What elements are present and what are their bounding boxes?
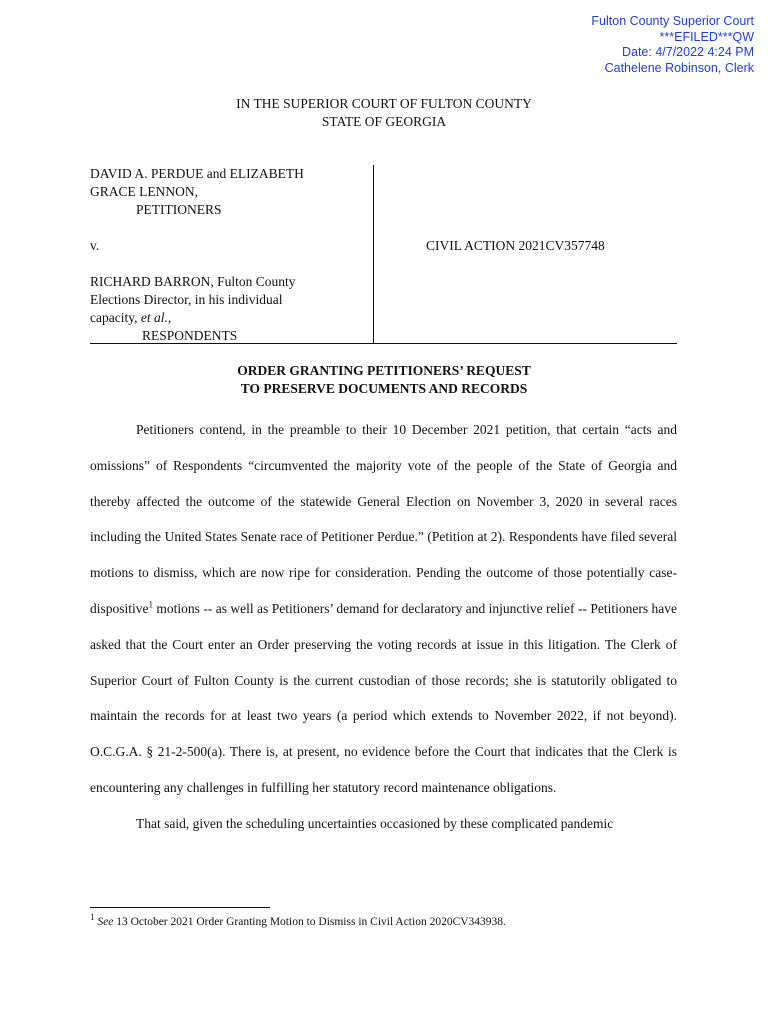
paragraph-1-part-a: Petitioners contend, in the preamble to their 10 December 2021 petition, that certain “acts and omissions” of Respondents “circumvented the majority vote of the people of the State of Georgia and thereby affected the outcome of the statewide General Election on November 3, 2020 in several races including the United States Senate race of Petitioner Perdue.” (Petition at 2). Respondents have filed several motions to dismiss, which are now ripe for consideration. Pending the outcome of those potentially case-dispositive — [90, 422, 677, 616]
petitioners-role: PETITIONERS — [136, 202, 222, 217]
order-title-line2: TO PRESERVE DOCUMENTS AND RECORDS — [240, 381, 528, 396]
paragraph-1-part-b: motions -- as well as Petitioners’ demand for declaratory and injunctive relief -- Petitioners have asked that the Court enter an Order preserving the voting records at issue in this litigation. The Clerk of Superior Court of Fulton County is the current custodian of those records; she is statutorily obligated to maintain the records for at least two years (a period which extends to November 2022, if not beyond). O.C.G.A. § 21-2-500(a). There is, at present, no evidence before the Court that indicates that the Clerk is encountering any challenges in fulfilling her statutory record maintenance obligations. — [90, 600, 677, 795]
court-state: STATE OF GEORGIA — [321, 114, 447, 129]
order-title-line1: ORDER GRANTING PETITIONERS’ REQUEST — [237, 363, 531, 378]
stamp-court: Fulton County Superior Court — [591, 14, 754, 28]
case-caption — [90, 165, 360, 345]
caption-underline — [90, 343, 677, 344]
respondents-role: RESPONDENTS — [142, 328, 238, 343]
respondent-comma: , — [167, 310, 172, 325]
respondent-line2: Elections Director, in his individual — [90, 292, 283, 307]
order-body — [90, 412, 677, 842]
stamp-clerk: Cathelene Robinson, Clerk — [604, 60, 754, 75]
court-name: IN THE SUPERIOR COURT OF FULTON COUNTY — [236, 96, 532, 111]
paragraph-1 — [90, 412, 677, 806]
respondent-etal: et al. — [140, 310, 168, 325]
footnote-rule — [90, 907, 270, 908]
stamp-efiled: ***EFILED***QW — [659, 29, 754, 44]
efiled-stamp — [591, 14, 754, 76]
order-title — [0, 362, 768, 398]
civil-action-number: CIVIL ACTION 2021CV357748 — [426, 238, 605, 253]
respondent-capacity: capacity, — [90, 310, 138, 325]
footnote-number: 1 — [90, 912, 95, 923]
caption-divider — [373, 165, 374, 343]
petitioners-line1: DAVID A. PERDUE and ELIZABETH — [90, 166, 304, 181]
footnote — [90, 912, 506, 929]
petitioners-line2: GRACE LENNON, — [90, 184, 198, 199]
versus: v. — [90, 238, 100, 253]
stamp-date: Date: 4/7/2022 4:24 PM — [621, 45, 754, 59]
footnote-text: 13 October 2021 Order Granting Motion to Dismiss in Civil Action 2020CV343938. — [113, 916, 506, 928]
footnote-see: See — [97, 916, 114, 928]
respondent-line3 — [90, 309, 360, 327]
paragraph-2: That said, given the scheduling uncertainties occasioned by these complicated pandemic — [136, 815, 614, 831]
court-heading — [0, 95, 768, 131]
footnote-ref[interactable]: 1 — [148, 599, 154, 610]
respondent-line1: RICHARD BARRON, Fulton County — [90, 274, 296, 289]
